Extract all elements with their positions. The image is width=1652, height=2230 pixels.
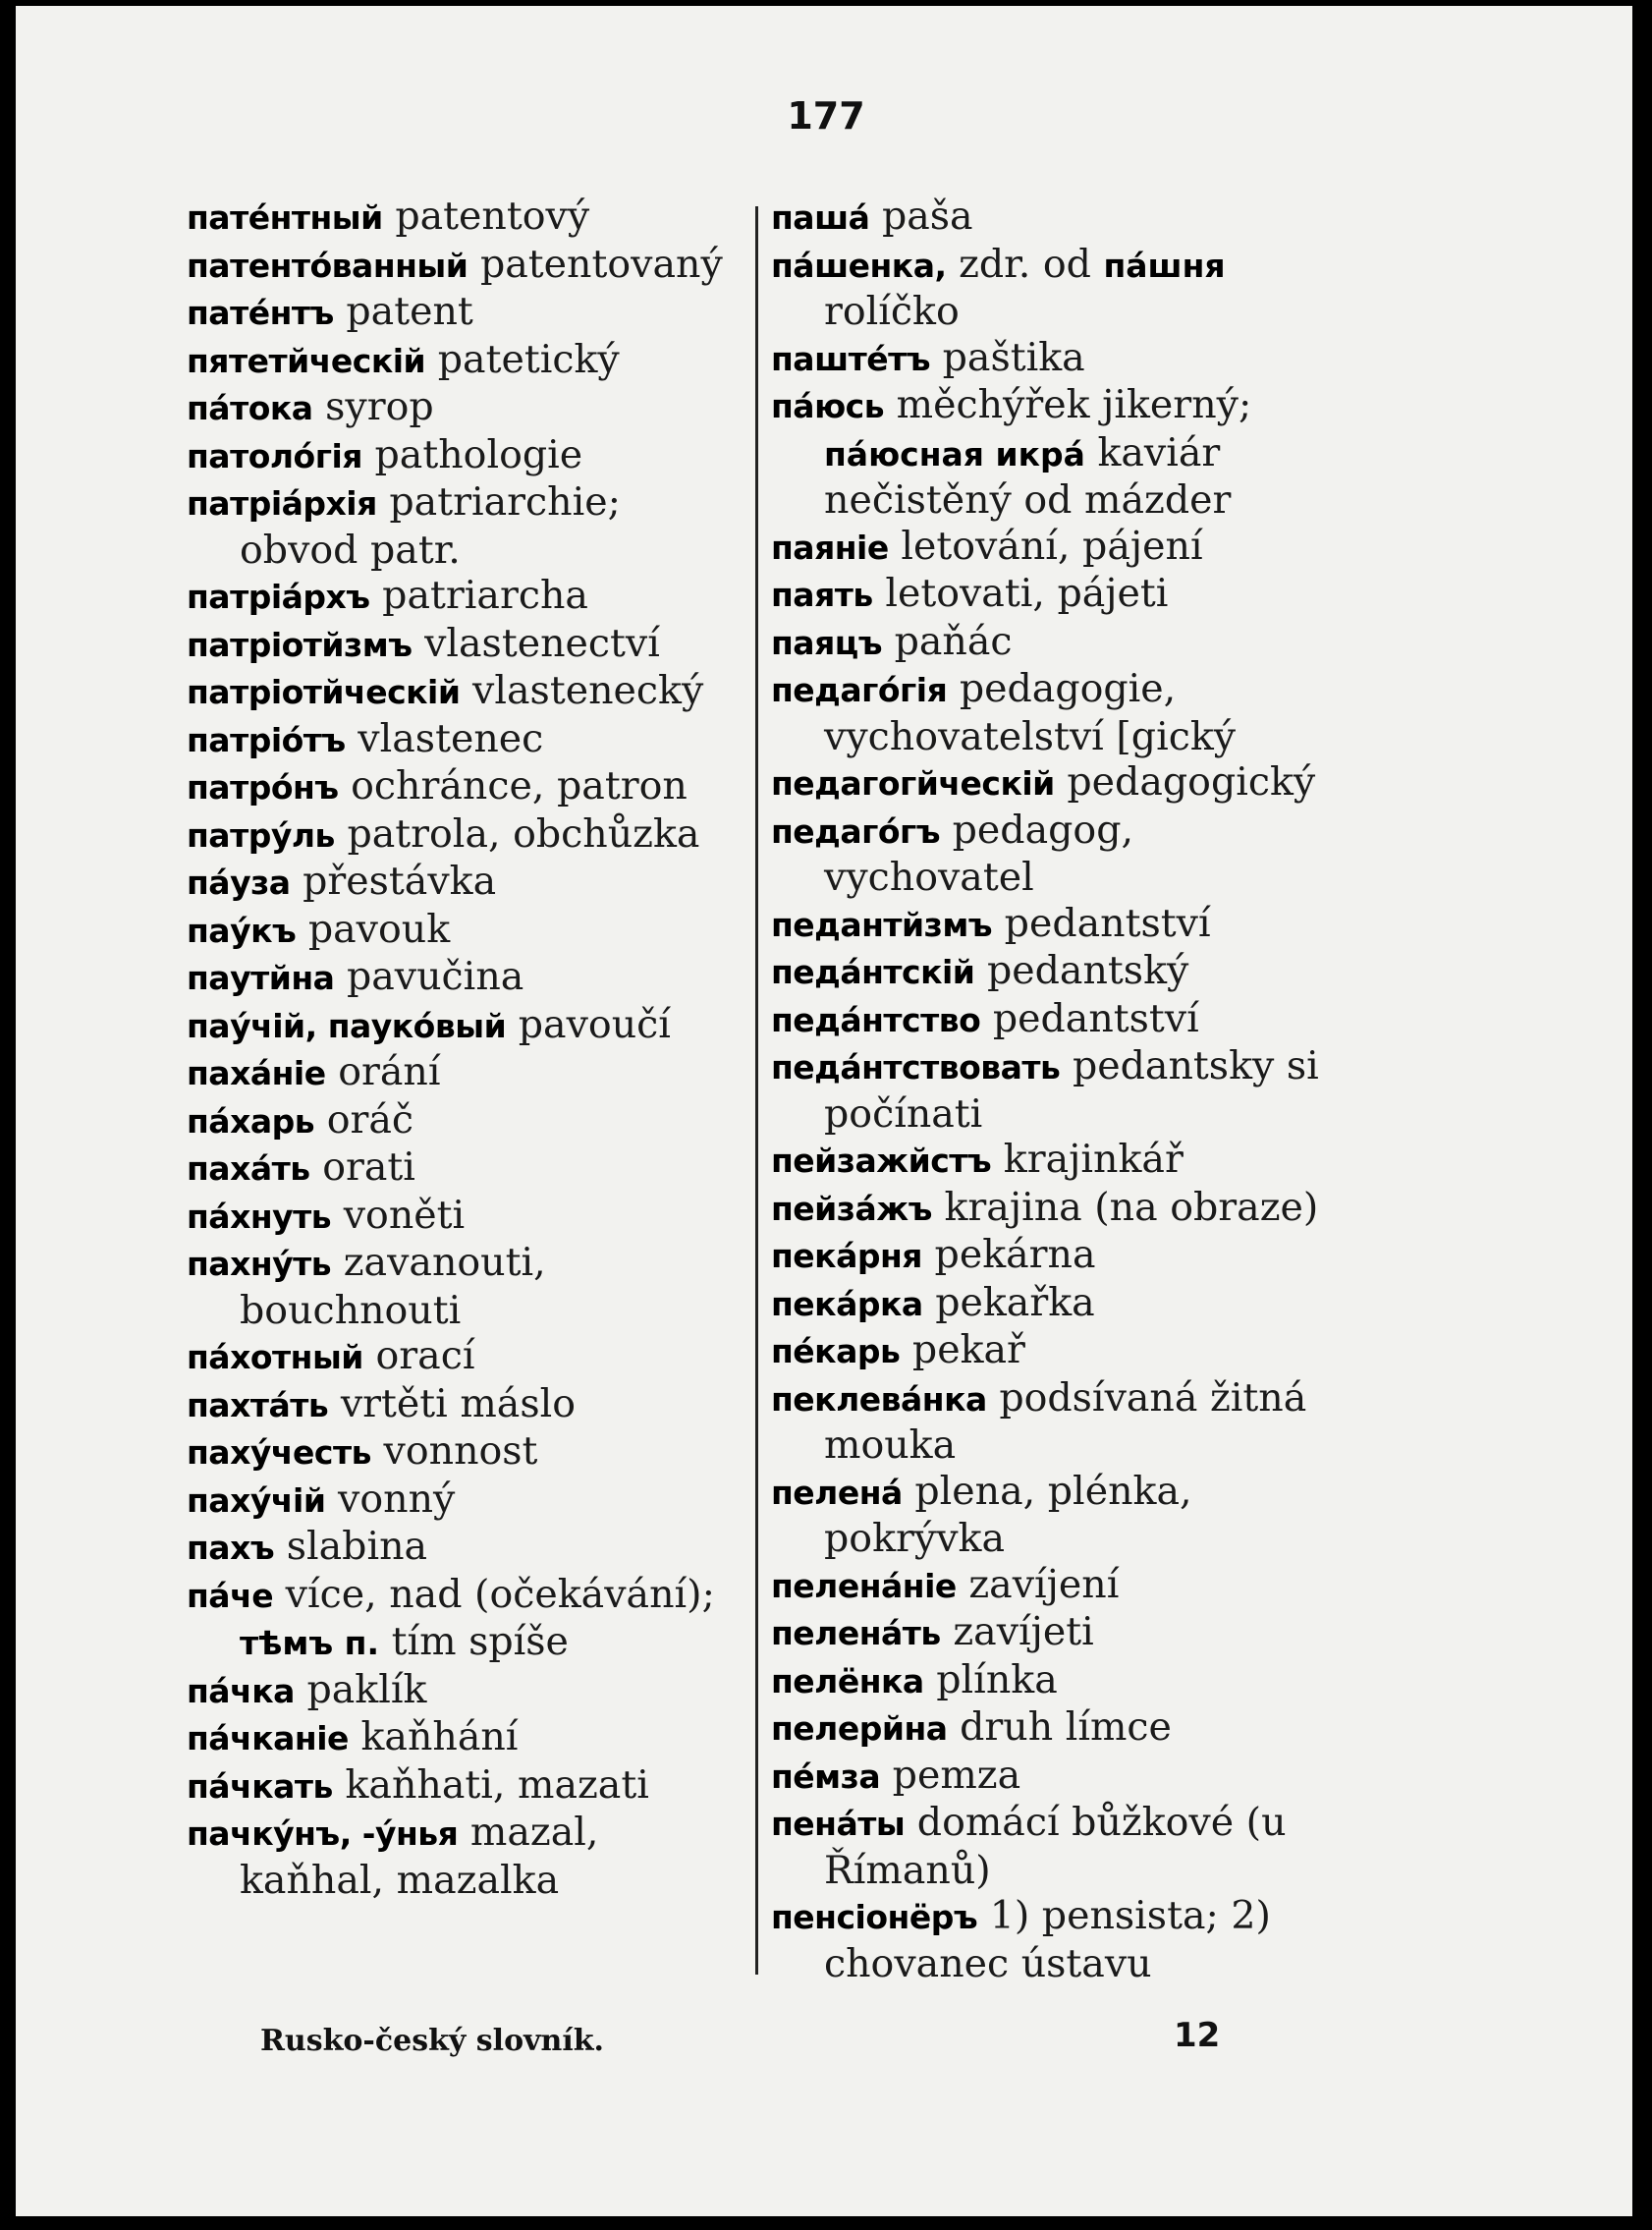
dictionary-entry xyxy=(771,1800,1331,1893)
entry-definition: paňác xyxy=(894,618,1013,664)
entry-headword: педантйзмъ xyxy=(771,905,993,944)
entry-definition: vlastenec xyxy=(358,715,544,761)
entry-definition: patent xyxy=(346,289,473,334)
entry-definition: druh límce xyxy=(960,1704,1172,1750)
entry-definition: pedagogický xyxy=(1067,759,1316,805)
entry-headword: пачкýнъ, -ýнья xyxy=(187,1814,459,1853)
entry-headword: паýкъ xyxy=(187,911,297,950)
entry-definition: pedantský xyxy=(986,948,1189,993)
signature-number: 12 xyxy=(1174,2016,1221,2055)
entry-definition: zdr. od xyxy=(959,241,1091,287)
dictionary-entry xyxy=(187,811,746,860)
entry-definition: patentovaný xyxy=(479,241,723,287)
dictionary-entry xyxy=(771,1704,1331,1753)
entry-headword: пеленá xyxy=(771,1473,903,1512)
dictionary-entry xyxy=(187,1333,746,1381)
dictionary-entry xyxy=(187,954,746,1002)
entry-definition-continued: kaviár nečistěný od mázder xyxy=(824,429,1232,523)
entry-headword: пахýчесть xyxy=(187,1433,371,1472)
entry-headword: пахтáть xyxy=(187,1385,329,1424)
entry-headword: паутйна xyxy=(187,959,335,997)
dictionary-entry xyxy=(771,1375,1331,1469)
left-column xyxy=(187,194,746,1903)
entry-definition: pathologie xyxy=(374,431,583,477)
entry-headword: паять xyxy=(771,576,873,614)
entry-definition: pavoučí xyxy=(518,1001,671,1047)
entry-definition: pemza xyxy=(892,1752,1021,1798)
dictionary-entry xyxy=(187,1144,746,1193)
entry-definition: 1) pensista; 2) chovanec ústavu xyxy=(824,1893,1271,1986)
dictionary-entry xyxy=(771,194,1331,242)
dictionary-entry xyxy=(771,1232,1331,1280)
dictionary-entry xyxy=(187,1667,746,1715)
entry-definition: patentový xyxy=(395,194,590,239)
dictionary-entry xyxy=(771,1469,1331,1562)
dictionary-entry xyxy=(771,901,1331,949)
entry-definition: letování, pájení xyxy=(901,523,1203,569)
entry-headword: паяцъ xyxy=(771,623,883,662)
dictionary-entry xyxy=(771,1327,1331,1375)
entry-definition: voněti xyxy=(343,1192,466,1238)
entry-definition: vonnost xyxy=(383,1428,538,1474)
entry-headword: патéнтъ xyxy=(187,294,334,332)
entry-definition: krajina (na obraze) xyxy=(944,1184,1319,1230)
entry-definition: oráč xyxy=(326,1096,414,1143)
entry-definition: patrola, obchůzka xyxy=(347,810,700,857)
entry-headword: пашá xyxy=(771,198,870,237)
right-column xyxy=(771,194,1331,1986)
dictionary-entry xyxy=(187,1477,746,1525)
entry-definition: krajinkář xyxy=(1003,1137,1184,1182)
entry-definition: plínka xyxy=(936,1656,1058,1702)
entry-definition: paklík xyxy=(306,1666,427,1712)
entry-headword: патолóгія xyxy=(187,436,362,475)
entry-definition: patriarchie; obvod patr. xyxy=(240,479,621,573)
entry-headword: пахýчій xyxy=(187,1480,326,1520)
entry-headword: пáхнуть xyxy=(187,1197,332,1236)
entry-subheadword: тѣмъ п. xyxy=(240,1624,380,1662)
dictionary-entry xyxy=(187,1049,746,1097)
dictionary-entry xyxy=(187,479,746,573)
entry-headword: патентóванный xyxy=(187,246,468,285)
entry-headword: паяніе xyxy=(771,528,889,567)
entry-definition: letovati, pájeti xyxy=(885,571,1169,616)
entry-headword: пенáты xyxy=(771,1805,906,1843)
entry-definition: ochránce, patron xyxy=(351,763,688,808)
dictionary-entry xyxy=(187,668,746,716)
dictionary-entry xyxy=(771,759,1331,808)
entry-headword: пенсіонёръ xyxy=(771,1898,978,1936)
dictionary-entry xyxy=(187,1572,746,1667)
entry-definition-continued: rolíčko xyxy=(824,289,960,334)
entry-definition: pekař xyxy=(911,1327,1025,1372)
entry-headword: пáчканіе xyxy=(187,1719,349,1757)
entry-definition: patetický xyxy=(437,336,620,382)
entry-definition: slabina xyxy=(286,1524,428,1569)
entry-headword: пеленáніе xyxy=(771,1566,957,1605)
entry-headword: пеклевáнка xyxy=(771,1379,987,1419)
dictionary-entry xyxy=(187,337,746,385)
dictionary-entry xyxy=(187,289,746,337)
entry-headword: пекáрка xyxy=(771,1284,923,1323)
dictionary-entry xyxy=(187,1381,746,1429)
entry-definition: vrtěti máslo xyxy=(340,1380,577,1426)
entry-headword: пáчкать xyxy=(187,1766,333,1806)
entry-definition: podsívaná žitná mouka xyxy=(824,1374,1307,1468)
entry-headword: педагогйческій xyxy=(771,764,1055,803)
dictionary-entry xyxy=(771,242,1331,335)
entry-definition-continued: tím spíše xyxy=(391,1619,569,1664)
entry-headword: пáтока xyxy=(187,389,313,427)
entry-headword: пятетйческій xyxy=(187,341,426,380)
dictionary-entry xyxy=(771,1137,1331,1185)
entry-definition: kaňhání xyxy=(360,1714,519,1759)
entry-headword: пáюсь xyxy=(771,387,885,425)
entry-headword: педáнтство xyxy=(771,1000,981,1039)
entry-headword: патріáрхъ xyxy=(187,578,370,616)
dictionary-entry xyxy=(187,859,746,907)
dictionary-entry xyxy=(187,907,746,955)
entry-definition: domácí bůžkové (u Římanů) xyxy=(824,1800,1287,1893)
entry-headword: патрóнъ xyxy=(187,768,339,807)
entry-definition: pedantství xyxy=(992,995,1199,1041)
entry-headword: пéмза xyxy=(771,1756,881,1796)
dictionary-entry xyxy=(187,384,746,432)
dictionary-entry xyxy=(771,948,1331,996)
entry-definition: vlastenecký xyxy=(472,668,704,713)
entry-definition: vonný xyxy=(338,1476,456,1522)
dictionary-entry xyxy=(771,571,1331,619)
entry-definition: více, nad (očekávání); xyxy=(285,1571,715,1617)
entry-headword: пáуза xyxy=(187,864,291,902)
dictionary-entry xyxy=(187,1428,746,1477)
entry-headword: пахъ xyxy=(187,1529,275,1567)
entry-headword: патріóтъ xyxy=(187,720,346,759)
entry-headword: пелерйна xyxy=(771,1709,948,1748)
entry-definition: měchýřek jikerný; xyxy=(896,382,1252,427)
entry-headword: пейзáжъ xyxy=(771,1189,932,1228)
entry-headword: педáнтствовать xyxy=(771,1048,1061,1087)
entry-headword: пáче xyxy=(187,1576,274,1615)
entry-headword: паштéтъ xyxy=(771,339,931,378)
dictionary-entry xyxy=(771,382,1331,524)
entry-definition: pavouk xyxy=(307,906,451,952)
entry-definition: zavíjení xyxy=(968,1561,1120,1607)
dictionary-entry xyxy=(771,666,1331,759)
dictionary-entry xyxy=(187,763,746,811)
entry-headword: пахáть xyxy=(187,1149,310,1188)
entry-headword: пáхарь xyxy=(187,1101,315,1141)
entry-subheadword: пáшня xyxy=(1103,246,1226,285)
dictionary-entry xyxy=(187,1002,746,1050)
entry-headword: патріотйзмъ xyxy=(187,625,413,664)
dictionary-entry xyxy=(187,432,746,480)
dictionary-entry xyxy=(771,808,1331,901)
entry-subheadword: пáюсная икрá xyxy=(824,434,1085,474)
entry-headword: пáчка xyxy=(187,1671,295,1710)
entry-definition: zavanouti, bouchnouti xyxy=(240,1240,546,1333)
entry-headword: пáхотный xyxy=(187,1338,363,1376)
entry-definition: pekárna xyxy=(934,1232,1096,1277)
entry-definition: pavučina xyxy=(346,954,524,999)
dictionary-entry xyxy=(187,1097,746,1145)
entry-headword: паýчій, паукóвый xyxy=(187,1006,507,1045)
dictionary-entry xyxy=(771,619,1331,667)
entry-headword: пекáрня xyxy=(771,1237,922,1275)
entry-definition: kaňhati, mazati xyxy=(345,1761,649,1808)
dictionary-entry xyxy=(771,996,1331,1044)
entry-definition: plena, plénka, pokrývka xyxy=(824,1468,1192,1561)
entry-definition: orati xyxy=(322,1144,415,1190)
entry-headword: пáшенка, xyxy=(771,246,947,285)
entry-definition: přestávka xyxy=(303,859,497,904)
dictionary-entry xyxy=(187,1524,746,1572)
dictionary-entry xyxy=(771,335,1331,383)
dictionary-entry xyxy=(771,1280,1331,1328)
dictionary-entry xyxy=(187,716,746,764)
dictionary-entry xyxy=(771,1185,1331,1233)
entry-definition: syrop xyxy=(325,384,434,429)
dictionary-entry xyxy=(187,573,746,621)
entry-headword: патрýль xyxy=(187,815,335,855)
entry-definition: pedantství xyxy=(1004,900,1211,946)
dictionary-entry xyxy=(771,1562,1331,1610)
dictionary-entry xyxy=(187,1714,746,1762)
entry-headword: патріотйческій xyxy=(187,673,461,711)
dictionary-entry xyxy=(771,1609,1331,1657)
dictionary-entry xyxy=(187,1193,746,1241)
dictionary-entry xyxy=(771,1753,1331,1801)
entry-definition: pedantsky si počínati xyxy=(824,1043,1319,1137)
entry-headword: пéкарь xyxy=(771,1332,901,1370)
entry-headword: педагóгія xyxy=(771,671,948,709)
entry-headword: педагóгъ xyxy=(771,811,941,851)
dictionary-entry xyxy=(187,194,746,242)
dictionary-entry xyxy=(771,524,1331,572)
dictionary-entry xyxy=(187,242,746,290)
entry-definition: orací xyxy=(375,1333,475,1378)
entry-headword: пахáніе xyxy=(187,1054,326,1092)
entry-definition: patriarcha xyxy=(382,573,588,618)
entry-definition: zavíjeti xyxy=(953,1609,1094,1654)
dictionary-entry xyxy=(187,1762,746,1811)
entry-headword: пеленáть xyxy=(771,1614,941,1652)
entry-headword: патріáрхія xyxy=(187,484,377,523)
column-divider xyxy=(755,206,758,1975)
footer-book-title: Rusko-český slovník. xyxy=(260,2024,604,2058)
entry-headword: пахнýть xyxy=(187,1245,332,1283)
dictionary-entry xyxy=(187,1810,746,1903)
page-number: 177 xyxy=(787,94,865,138)
entry-definition: pedagog, vychovatel xyxy=(824,807,1134,900)
entry-definition: paštika xyxy=(942,334,1085,380)
dictionary-entry xyxy=(771,1893,1331,1986)
entry-headword: пелёнка xyxy=(771,1661,924,1700)
entry-definition: paša xyxy=(881,194,973,239)
dictionary-entry xyxy=(771,1043,1331,1137)
entry-definition: pedagogie, vychovatelství [gický xyxy=(824,666,1237,759)
entry-headword: патéнтный xyxy=(187,198,383,237)
entry-definition: pekařka xyxy=(935,1279,1095,1325)
entry-definition: mazal, kaňhal, mazalka xyxy=(240,1810,599,1903)
entry-headword: пейзажйстъ xyxy=(771,1142,992,1180)
entry-definition: vlastenectví xyxy=(424,620,660,666)
dictionary-entry xyxy=(187,1240,746,1333)
dictionary-entry xyxy=(771,1657,1331,1705)
entry-headword: педáнтскій xyxy=(771,953,975,991)
entry-definition: orání xyxy=(338,1049,441,1094)
dictionary-entry xyxy=(187,621,746,669)
